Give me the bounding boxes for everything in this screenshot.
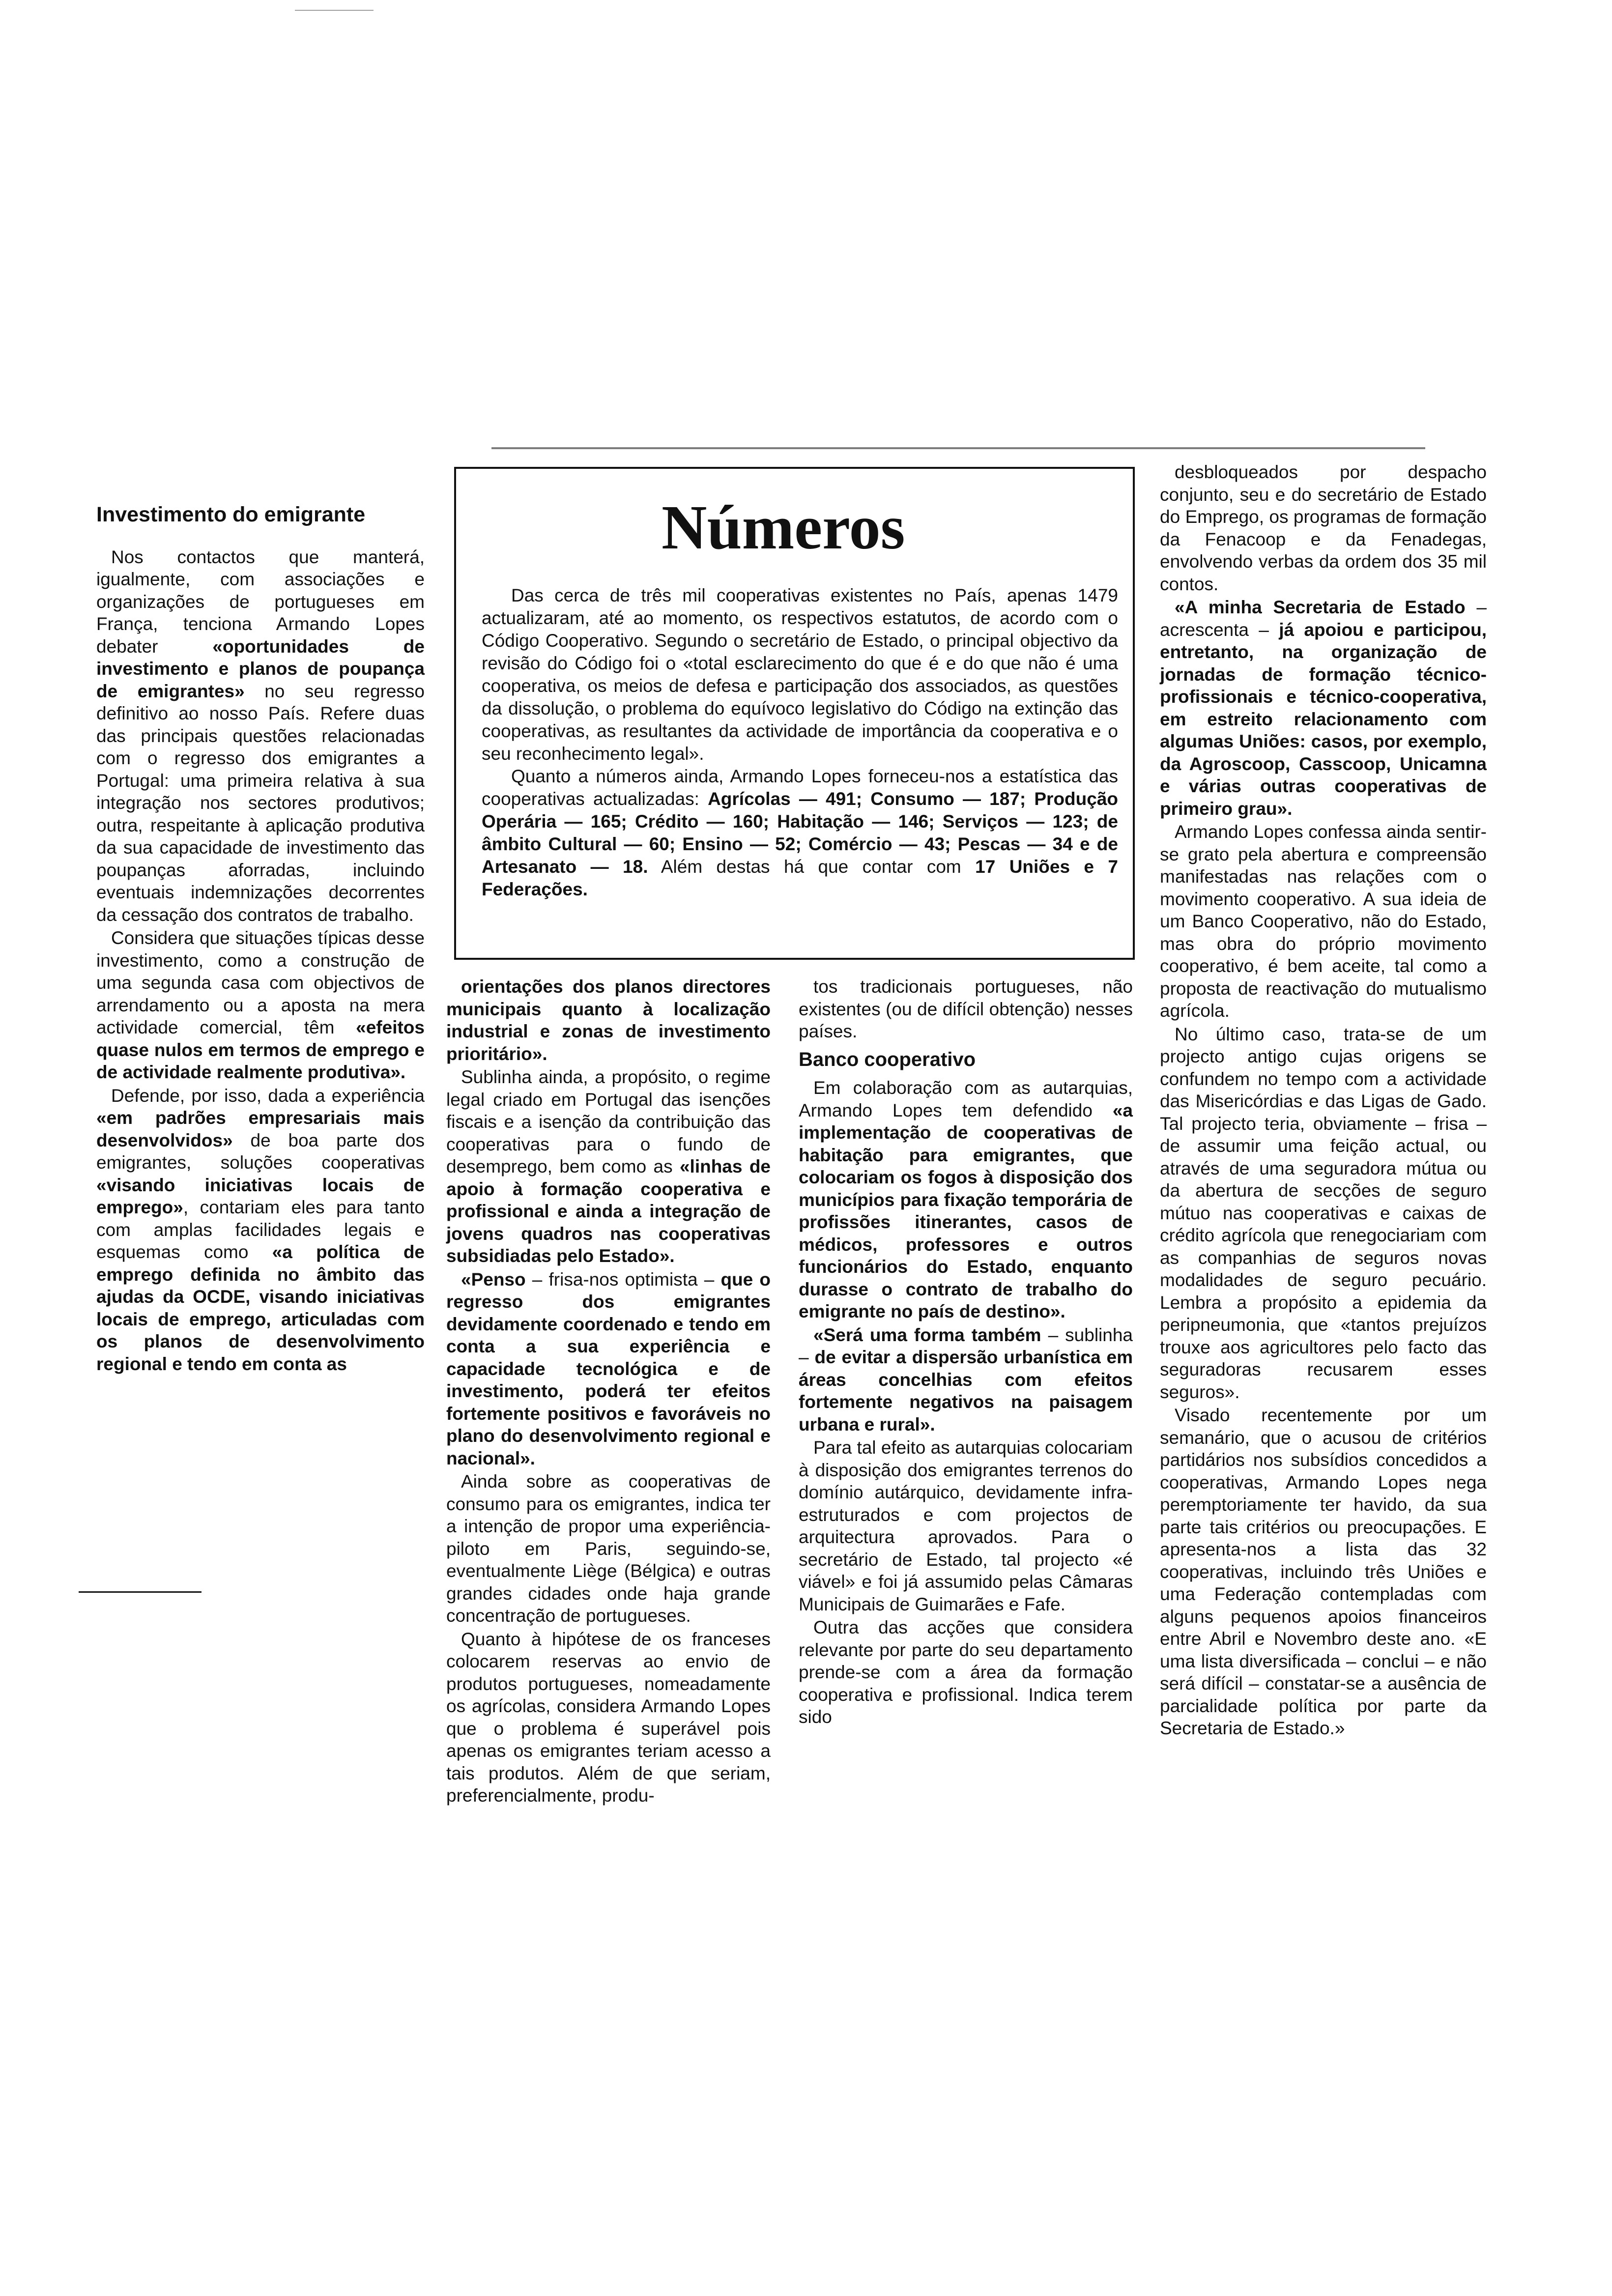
text-run: Outra das acções que considera relevante por parte do seu departamento prende-se com a área da formação cooperativa e profissional. Indica terem sido bbox=[799, 1617, 1133, 1727]
text-run: Defende, por isso, dada a experiência bbox=[111, 1085, 425, 1106]
text-run: – frisa-nos optimista – bbox=[525, 1269, 721, 1290]
article-column-3 bbox=[799, 976, 1133, 1728]
text-run: Ainda sobre as cooperativas de consumo para os emigrantes, indica ter a intenção de propor uma experiência-piloto em Paris, seguindo-se, eventualmente Liège (Bélgica) e outras grandes cidades onde haja grande concentração de portugueses. bbox=[446, 1471, 771, 1626]
paragraph bbox=[799, 1324, 1133, 1436]
article-heading: Investimento do emigrante bbox=[96, 503, 366, 526]
article-body bbox=[799, 1077, 1133, 1728]
article-body bbox=[96, 546, 425, 1376]
article-investimento-emigrante bbox=[96, 504, 425, 1375]
text-run: Além destas há que contar com bbox=[648, 857, 976, 877]
box-body bbox=[482, 584, 1118, 901]
paragraph bbox=[482, 584, 1118, 765]
text-run: de boa parte dos emigrantes, soluções cooperativas bbox=[96, 1130, 425, 1173]
paragraph bbox=[96, 1085, 425, 1376]
paragraph bbox=[96, 546, 425, 926]
text-run: Nos contactos que manterá, igualmente, com associações e organizações de portugueses em França, tenciona Armando Lopes debater bbox=[96, 546, 425, 657]
text-run: desbloqueados por despacho conjunto, seu e do secretário de Estado do Emprego, os programas de formação da Fenacoop e da Fenadegas, envolvendo verbas da ordem dos 35 mil contos. bbox=[1160, 462, 1487, 594]
paragraph bbox=[446, 976, 771, 1065]
bold-run: orientações dos planos directores municipais quanto à localização industrial e zonas de investimento prioritário». bbox=[446, 976, 771, 1064]
bold-run: «Penso bbox=[461, 1269, 526, 1290]
paragraph bbox=[446, 1470, 771, 1627]
text-run: – sublinha – bbox=[799, 1324, 1133, 1367]
text-run: Quanto à hipótese de os franceses colocarem reservas ao envio de produtos portugueses, nomeadamente os agrícolas, considera Armando Lopes que o problema é superável pois apenas os emigrantes teriam acesso a tais produtos. Além de que seriam, preferencialmente, produ- bbox=[446, 1629, 771, 1806]
column-end-rule bbox=[79, 1591, 202, 1593]
text-run: no seu regresso definitivo ao nosso País. Refere duas das principais questões relacionadas com o regresso dos emigrantes a Portugal: uma primeira relativa à sua integração nos sectores produtivos; outra, respeitante à aplicação produtiva da sua capacidade de investimento das poupanças aforradas, incluindo eventuais indemnizações decorrentes da cessação dos contratos de trabalho. bbox=[96, 681, 425, 925]
numeros-box bbox=[454, 467, 1135, 960]
bold-run: de evitar a dispersão urbanística em áreas concelhias com efeitos fortemente negativos na paisagem urbana e rural». bbox=[799, 1347, 1133, 1435]
bold-run: «A minha Secretaria de Estado bbox=[1175, 597, 1466, 617]
bold-run: Agrícolas — 491; Consumo — 187; Produção Operária — 165; Crédito — 160; Habitação — 146; Serviços — 123; de âmbito Cultural — 60; Ensino — 52; Comércio — 43; Pescas — 34 e de Artesanato — 18. bbox=[482, 789, 1119, 877]
text-run: Das cerca de três mil cooperativas existentes no País, apenas 1479 actualizaram, até ao momento, os respectivos estatutos, de acordo com o Código Cooperativo. Segundo o secretário de Estado, o principal objectivo da revisão do Código foi o «total esclarecimento do que é e do que não é uma cooperativa, os meios de defesa e participação dos associados, as questões da dissolução, o problema do equívoco legislativo do Código na extinção das cooperativas, as resultantes da actividade de importância da cooperativa e o seu reconhecimento legal». bbox=[482, 585, 1118, 764]
text-run: No último caso, trata-se de um projecto antigo cujas origens se confundem no tempo com a actividade das Misericórdias e das Ligas de Gado. Tal projecto teria, obviamente – frisa – de assumir uma feição actual, ou através de uma seguradora mútua ou da abertura de secções de seguro mútuo nas cooperativas e caixas de crédito agrícola que renegociariam com as companhias de seguros novas modalidades de seguro pecuário. Lembra a propósito a epidemia da peripneumonia, que «tantos prejuízos trouxe aos agricultores pelo facto das seguradoras recusarem esses seguros». bbox=[1160, 1024, 1487, 1402]
text-run: Visado recentemente por um semanário, que o acusou de critérios partidários nos subsídios concedidos a cooperativas, Armando Lopes nega peremptoriamente ter havido, da sua parte tais critérios ou preocupações. E apresenta-nos a lista das 32 cooperativas, incluindo três Uniões e uma Federação contempladas com alguns pequenos apoios financeiros entre Abril e Novembro deste ano. «E uma lista diversificada – conclui – e não será difícil – constatar-se a ausência de parcialidade política por parte da Secretaria de Estado.» bbox=[1160, 1405, 1487, 1738]
paragraph bbox=[482, 765, 1118, 901]
paragraph bbox=[799, 976, 1133, 1043]
paragraph bbox=[1160, 461, 1487, 595]
bold-run: já apoiou e participou, entretanto, na organização de jornadas de formação técnico-profissionais e técnico-cooperativa, em estreito relacionamento com algumas Uniões: casos, por exemplo, da Agroscoop, Casscoop, Unicamna e várias outras cooperativas de primeiro grau». bbox=[1160, 619, 1487, 819]
article-body bbox=[799, 976, 1133, 1043]
text-run: – acrescenta – bbox=[1160, 597, 1487, 640]
paragraph bbox=[1160, 596, 1487, 820]
bold-run: «oportunidades de investimento e planos de poupança de emigrantes» bbox=[96, 636, 425, 701]
box-title: Números bbox=[662, 492, 905, 562]
text-run: , contariam eles para tanto com amplas facilidades legais e esquemas como bbox=[96, 1197, 425, 1262]
text-run: tos tradicionais portugueses, não existentes (ou de difícil obtenção) nesses países. bbox=[799, 976, 1133, 1041]
text-run: Para tal efeito as autarquias colocariam à disposição dos emigrantes terrenos do domínio autárquico, devidamente infra-estruturados e com projectos de arquitectura aprovados. Para o secretário de Estado, tal projecto «é viável» e foi já assumido pelas Câmaras Municipais de Guimarães e Fafe. bbox=[799, 1437, 1133, 1614]
text-run: Quanto a números ainda, Armando Lopes forneceu-nos a estatística das cooperativas actualizadas: bbox=[482, 766, 1118, 809]
article-body bbox=[1160, 461, 1487, 1740]
bold-run: «a política de emprego definida no âmbito das ajudas da OCDE, visando iniciativas locais de emprego, articuladas com os planos de desenvolvimento regional e tendo em conta as bbox=[96, 1242, 425, 1374]
bold-run: «linhas de apoio à formação cooperativa e profissional e ainda a integração de jovens quadros nas cooperativas subsidiadas pelo Estado». bbox=[446, 1156, 771, 1266]
bold-run: «em padrões empresariais mais desenvolvidos» bbox=[96, 1108, 425, 1150]
paragraph bbox=[1160, 1404, 1487, 1740]
paragraph bbox=[1160, 821, 1487, 1022]
paragraph bbox=[799, 1616, 1133, 1728]
article-column-2 bbox=[446, 976, 771, 1807]
scan-mark bbox=[295, 10, 374, 11]
text-run: Em colaboração com as autarquias, Armando Lopes tem defendido bbox=[799, 1078, 1133, 1120]
article-body bbox=[446, 976, 771, 1807]
paragraph bbox=[446, 1268, 771, 1470]
text-run: Armando Lopes confessa ainda sentir-se grato pela abertura e compreensão manifestadas nas relações com o movimento cooperativo. A sua ideia de um Banco Cooperativo, não do Estado, mas obra do próprio movimento cooperativo, é bem aceite, tal como a proposta de reactivação do mutualismo agrícola. bbox=[1160, 822, 1487, 1021]
subheading-banco-cooperativo: Banco cooperativo bbox=[799, 1048, 976, 1070]
paragraph bbox=[446, 1628, 771, 1807]
paragraph bbox=[1160, 1023, 1487, 1404]
bold-run: «Será uma forma também bbox=[813, 1324, 1041, 1345]
paragraph bbox=[799, 1436, 1133, 1615]
paragraph bbox=[799, 1077, 1133, 1323]
top-print-rule bbox=[491, 447, 1425, 449]
bold-run: «visando iniciativas locais de emprego» bbox=[96, 1175, 425, 1217]
text-run: Sublinha ainda, a propósito, o regime legal criado em Portugal das isenções fiscais e a isenção da contribuição das cooperativas para o fundo de desemprego, bem como as bbox=[446, 1067, 771, 1177]
text-run: Considera que situações típicas desse investimento, como a construção de uma segunda casa com objectivos de arrendamento ou a aposta na mera actividade comercial, têm bbox=[96, 928, 425, 1037]
article-column-4 bbox=[1160, 461, 1487, 1740]
bold-run: 17 Uniões e 7 Federações. bbox=[482, 857, 1118, 899]
paragraph bbox=[446, 1066, 771, 1267]
bold-run: que o regresso dos emigrantes devidamente coordenado e tendo em conta a sua experiência e capacidade tecnológica e de investimento, poderá ter efeitos fortemente positivos e favoráveis no plano do desenvolvimento regional e nacional». bbox=[446, 1269, 771, 1468]
bold-run: «a implementação de cooperativas de habitação para emigrantes, que colocariam os fogos à disposição dos municípios para fixação temporária de profissões itinerantes, casos de médicos, professores e outros funcionários do Estado, enquanto durasse o contrato de trabalho do emigrante no país de destino». bbox=[799, 1100, 1133, 1321]
paragraph bbox=[96, 927, 425, 1084]
bold-run: «efeitos quase nulos em termos de emprego e de actividade realmente produtiva». bbox=[96, 1017, 425, 1082]
